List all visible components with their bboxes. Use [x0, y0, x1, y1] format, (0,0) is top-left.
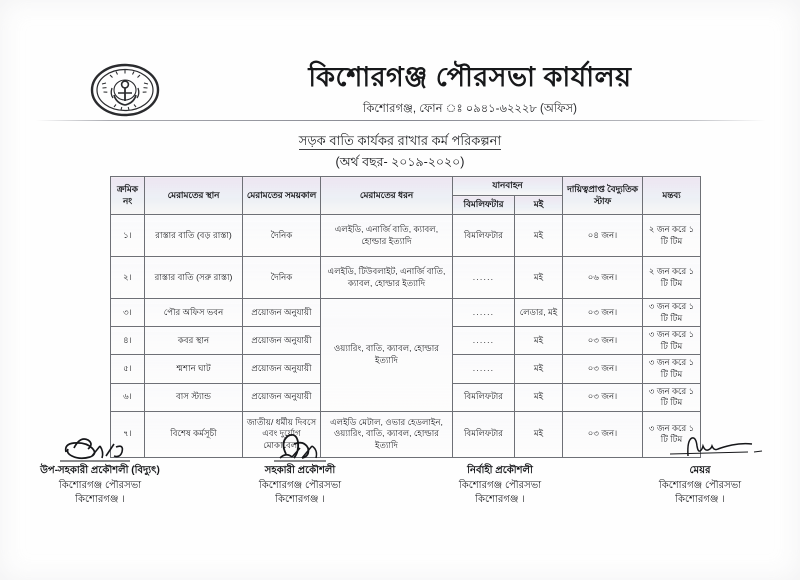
cell-vehicle-ladder: মই: [515, 355, 563, 383]
cell-place: শ্মশান ঘাট: [145, 355, 243, 383]
header-divider: [36, 120, 766, 121]
table-body: [111, 215, 701, 458]
cell-vehicle-lift: ......: [453, 257, 515, 299]
cell-vehicle-ladder: মই: [515, 327, 563, 355]
cell-place: রাস্তার বাতি (সরু রাস্তা): [145, 257, 243, 299]
cell-place: বিশেষ কর্মসূচী: [145, 411, 243, 457]
cell-type: এলইডি, এনার্জি বাতি, ক্যাবল, হোল্ডার ইত্যাদি: [321, 215, 453, 257]
cell-vehicle-lift: ......: [453, 355, 515, 383]
municipality-seal-icon: [88, 62, 162, 118]
cell-place: পৌর অফিস ভবন: [145, 299, 243, 327]
cell-duration: প্রয়োজন অনুযায়ী: [243, 355, 321, 383]
cell-staff: ০৩ জন।: [563, 411, 643, 457]
cell-serial: ৫।: [111, 355, 145, 383]
header-type: মেরামতের ধরন: [321, 177, 453, 215]
cell-staff: ০৪ জন।: [563, 215, 643, 257]
handwritten-signature-icon: [600, 432, 800, 466]
cell-remarks: ২ জন করে ১ টি টিম: [643, 257, 701, 299]
signature-block-executive-engineer: [400, 432, 600, 508]
signature-org: কিশোরগঞ্জ পৌরসভা: [58, 479, 142, 491]
header-staff: দায়িত্বপ্রাপ্ত বৈদ্যুতিক স্টাফ: [563, 177, 643, 215]
signature-section: [0, 432, 800, 508]
cell-remarks: ৩ জন করে ১ টি টিম: [643, 383, 701, 411]
header-duration: মেরামতের সময়কাল: [243, 177, 321, 215]
cell-vehicle-ladder: মই: [515, 411, 563, 457]
cell-serial: ৬।: [111, 383, 145, 411]
signature-block-sub-assistant-engineer: [0, 432, 200, 508]
cell-staff: ০৩ জন।: [563, 327, 643, 355]
cell-vehicle-ladder: মই: [515, 215, 563, 257]
cell-remarks: ৩ জন করে ১ টি টিম: [643, 411, 701, 457]
cell-remarks: ২ জন করে ১ টি টিম: [643, 215, 701, 257]
header-serial: ক্রমিক নং: [111, 177, 145, 215]
cell-vehicle-ladder: লেডার, মই: [515, 299, 563, 327]
cell-serial: ৭।: [111, 411, 145, 457]
cell-staff: ০৬ জন।: [563, 257, 643, 299]
signature-name: নির্বাহী প্রকৌশলী: [467, 465, 533, 476]
document-header: [0, 0, 800, 118]
cell-place: বাস স্ট্যান্ড: [145, 383, 243, 411]
signature-org: কিশোরগঞ্জ পৌরসভা: [458, 479, 542, 491]
cell-place: রাস্তার বাতি (বড় রাস্তা): [145, 215, 243, 257]
header-remarks: মন্তব্য: [643, 177, 701, 215]
cell-remarks: ৩ জন করে ১ টি টিম: [643, 355, 701, 383]
cell-vehicle-lift: ......: [453, 327, 515, 355]
signature-city: কিশোরগঞ্জ ।: [75, 494, 125, 505]
table-row: [111, 299, 701, 327]
cell-type-merged: ওয়্যারিং, বাতি, ক্যাবল, হোল্ডার ইত্যাদি: [321, 299, 453, 412]
cell-serial: ৪।: [111, 327, 145, 355]
cell-type: এলইডি, টিউবলাইট, এনার্জি বাতি, ক্যাবল, হোল্ডার ইত্যাদি: [321, 257, 453, 299]
cell-vehicle-lift: ......: [453, 299, 515, 327]
signature-name: সহকারী প্রকৌশলী: [264, 465, 336, 476]
cell-vehicle-lift: বিমলিফটার: [453, 411, 515, 457]
table-header: [111, 177, 701, 215]
cell-staff: ০৩ জন।: [563, 355, 643, 383]
document-title-text: সড়ক বাতি কার্যকর রাখার কর্ম পরিকল্পনা: [298, 133, 502, 148]
cell-duration: প্রয়োজন অনুযায়ী: [243, 327, 321, 355]
cell-serial: ৩।: [111, 299, 145, 327]
cell-vehicle-lift: বিমলিফটার: [453, 383, 515, 411]
organization-title: কিশোরগঞ্জ পৌরসভা কার্যালয়: [308, 62, 632, 92]
signature-org: কিশোরগঞ্জ পৌরসভা: [658, 479, 742, 491]
signature-city: কিশোরগঞ্জ ।: [675, 494, 725, 505]
signature-block-assistant-engineer: [200, 432, 400, 508]
cell-type: এলইডি মেটাল, ওভার হেডলাইন, ওয়্যারিং, বাতি, ক্যাবল, হোল্ডার ইত্যাদি: [321, 411, 453, 457]
table-header-row-1: [111, 177, 701, 196]
signature-block-mayor: [600, 432, 800, 508]
signature-org: কিশোরগঞ্জ পৌরসভা: [258, 479, 342, 491]
organization-contact: কিশোরগঞ্জ, ফোন ঃ ০৯৪১-৬২২২৮ (অফিস): [363, 103, 577, 115]
cell-place: কবর স্থান: [145, 327, 243, 355]
signature-blank-area: [400, 432, 600, 466]
cell-serial: ১।: [111, 215, 145, 257]
document-title: [0, 132, 800, 153]
handwritten-signature-icon: [0, 432, 200, 466]
table-row: [111, 257, 701, 299]
cell-duration: দৈনিক: [243, 215, 321, 257]
cell-vehicle-ladder: মই: [515, 257, 563, 299]
handwritten-signature-icon: [200, 432, 400, 466]
cell-duration: প্রয়োজন অনুযায়ী: [243, 299, 321, 327]
fiscal-year-label: (অর্থ বছর- ২০১৯-২০২০): [335, 155, 465, 169]
cell-vehicle-lift: বিমলিফটার: [453, 215, 515, 257]
cell-duration: জাতীয়/ ধর্মীয় দিবসে এবং দুর্যোগ মোকাবেলা: [243, 411, 321, 457]
table-row: [111, 215, 701, 257]
cell-duration: দৈনিক: [243, 257, 321, 299]
header-place: মেরামতের স্থান: [145, 177, 243, 215]
header-vehicle-group: যানবাহন: [453, 177, 563, 196]
work-plan-table-container: [110, 176, 700, 458]
cell-staff: ০৩ জন।: [563, 383, 643, 411]
cell-serial: ২।: [111, 257, 145, 299]
cell-staff: ০৩ জন।: [563, 299, 643, 327]
cell-duration: প্রয়োজন অনুযায়ী: [243, 383, 321, 411]
cell-remarks: ৩ জন করে ১ টি টিম: [643, 299, 701, 327]
signature-name: উপ-সহকারী প্রকৌশলী (বিদ্যুৎ): [40, 465, 160, 476]
signature-city: কিশোরগঞ্জ ।: [275, 494, 325, 505]
header-vehicle-lift: বিমলিফটার: [453, 196, 515, 215]
signature-city: কিশোরগঞ্জ ।: [475, 494, 525, 505]
work-plan-table: [110, 176, 701, 458]
cell-remarks: ৩ জন করে ১ টি টিম: [643, 327, 701, 355]
signature-name: মেয়র: [689, 465, 711, 476]
cell-vehicle-ladder: মই: [515, 383, 563, 411]
header-vehicle-ladder: মই: [515, 196, 563, 215]
